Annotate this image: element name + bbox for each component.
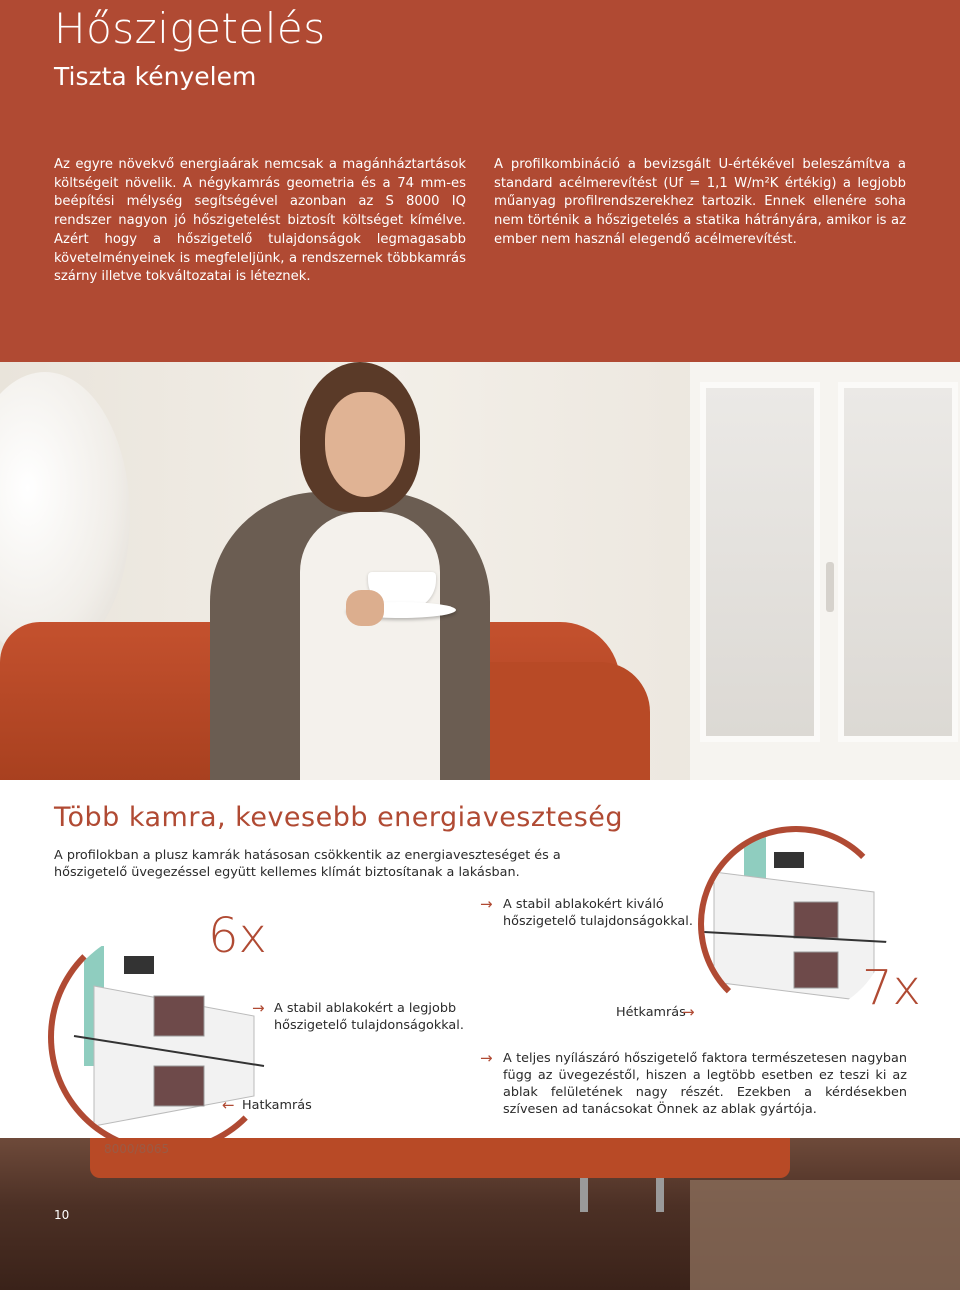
section-title: Több kamra, kevesebb energiaveszteség [54, 802, 624, 833]
intro-paragraph-left: Az egyre növekvő energiaárak nemcsak a magánháztartások költségeit növelik. A négykamrás geometria és a 74 mm-es beépítési mélység segítségével azonban az S 8000 IQ rendszer nagyon jó hőszigetelést biztosít költséget kímélve. Azért hogy a hőszigetelő tulajdonságok legmagasabb követelményeinek is megfeleljünk, a rendszernek többkamrás szárny illetve tokváltozatai is léteznek. [54, 157, 466, 285]
arrow-right-icon: → [682, 1003, 695, 1021]
sofa-leg [656, 1178, 664, 1212]
sofa-base [90, 1138, 790, 1178]
window-pane [838, 382, 958, 742]
seven-chamber-profile-drawing [704, 832, 888, 1016]
note-seven-chamber: A stabil ablakokért kiváló hőszigetelő tulajdonságokkal. [503, 897, 693, 929]
product-code: 8000/8065 [104, 1142, 170, 1156]
final-paragraph: A teljes nyílászáró hőszigetelő faktora természetesen nagyban függ az üvegezéstől, hiszen a legtöbb esetben ez teszi ki az ablak felületének nagy részét. Ezekben a kérdésekben szívesen ad tanácsokat Önnek az ablak gyártója. [503, 1051, 907, 1117]
page-title: Hőszigetelés [54, 4, 326, 53]
arrow-left-icon: ← [222, 1096, 235, 1114]
arrow-right-icon: → [480, 895, 493, 913]
note-six-chamber: A stabil ablakokért a legjobb hőszigetelő tulajdonságokkal. [274, 1001, 464, 1033]
shirt [300, 512, 440, 780]
arrow-right-icon: → [252, 999, 265, 1017]
six-chamber-label: 6x [208, 908, 267, 964]
hetkamras-label: Hétkamrás [616, 1005, 686, 1020]
window-handle [826, 562, 834, 612]
rug [690, 1180, 960, 1290]
sofa-leg [580, 1178, 588, 1212]
intro-paragraph-right: A profilkombináció a bevizsgált U-értékével beleszámítva a standard acélmerevítést (Uf = 1,1 W/m²K értékig) a legjobb műanyag profilrendszerekhez tartozik. Ennek ellenére soha nem történik a hőszigetelés a statika hátrányára, amikor is az ember nem használ elegendő acélmerevítést. [494, 157, 906, 247]
woman-with-coffee-photo [0, 362, 960, 780]
hand [346, 590, 384, 626]
face [325, 392, 405, 497]
page-subtitle: Tiszta kényelem [54, 62, 257, 91]
window-pane [700, 382, 820, 742]
arrow-right-icon: → [480, 1049, 493, 1067]
page-number: 10 [54, 1208, 70, 1222]
section-intro: A profilokban a plusz kamrák hatásosan csökkentik az energiaveszteséget és a hőszigetelő üvegezéssel együtt kellemes klímát biztosítanak a lakásban. [54, 848, 561, 880]
seven-chamber-label: 7x [862, 960, 921, 1016]
paper-lamp [0, 372, 130, 662]
hatkamras-label: Hatkamrás [242, 1098, 312, 1113]
